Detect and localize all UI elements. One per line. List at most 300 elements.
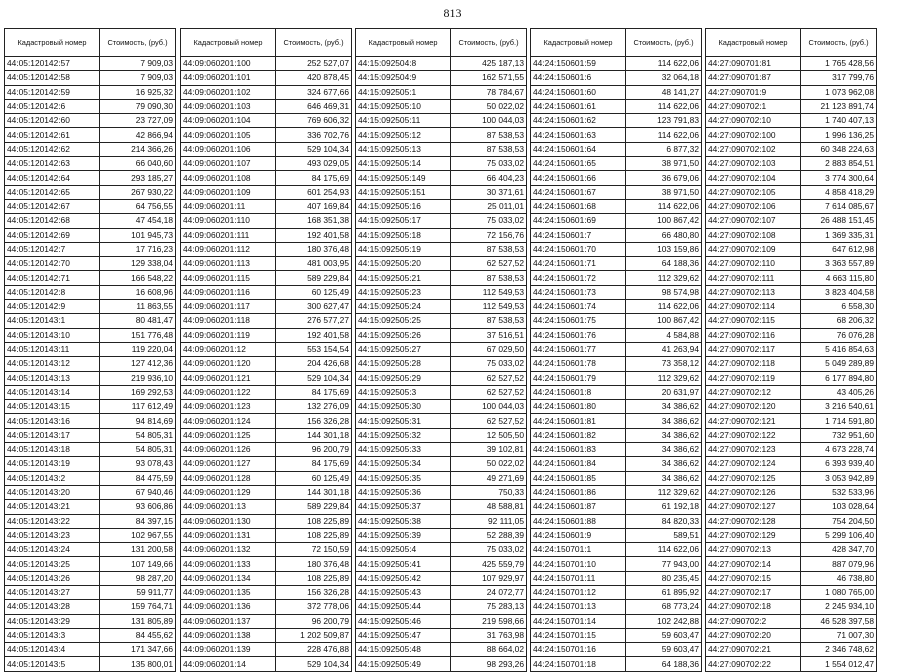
table-row	[531, 214, 702, 228]
cost-cell: 78 784,67	[451, 85, 527, 99]
cost-cell: 59 603,47	[626, 643, 702, 657]
table-row	[181, 271, 352, 285]
cost-cell: 20 631,97	[626, 385, 702, 399]
cost-cell: 228 476,88	[276, 643, 352, 657]
cost-cell: 214 366,26	[100, 142, 176, 156]
table-row	[5, 400, 176, 414]
cost-cell: 156 326,28	[276, 414, 352, 428]
cadastral-number-cell: 44:27:090702:105	[706, 185, 801, 199]
cadastral-number-cell: 44:05:120142:64	[5, 171, 100, 185]
table-row	[181, 471, 352, 485]
table-row	[356, 242, 527, 256]
cost-cell: 84 397,15	[100, 514, 176, 528]
cadastral-number-cell: 44:24:150601:7	[531, 228, 626, 242]
cost-cell: 144 301,18	[276, 485, 352, 499]
table-row	[356, 342, 527, 356]
cost-cell: 87 538,53	[451, 128, 527, 142]
cost-cell: 428 347,70	[801, 543, 877, 557]
cost-cell: 589 229,84	[276, 500, 352, 514]
cost-cell: 75 033,02	[451, 214, 527, 228]
cadastral-number-cell: 44:15:092505:16	[356, 199, 451, 213]
table-row	[181, 528, 352, 542]
cadastral-number-cell: 44:09:060201:109	[181, 185, 276, 199]
cost-cell: 101 945,73	[100, 228, 176, 242]
table-row	[181, 242, 352, 256]
cadastral-number-cell: 44:05:120143:20	[5, 485, 100, 499]
table-row	[181, 400, 352, 414]
table-row	[706, 328, 877, 342]
table-row	[181, 314, 352, 328]
cadastral-number-cell: 44:05:120143:23	[5, 528, 100, 542]
cost-cell: 3 774 300,64	[801, 171, 877, 185]
table-row	[531, 342, 702, 356]
cadastral-number-cell: 44:09:060201:115	[181, 271, 276, 285]
table-row	[706, 414, 877, 428]
table-row	[706, 99, 877, 113]
cadastral-number-cell: 44:24:150701:15	[531, 628, 626, 642]
table-row	[181, 643, 352, 657]
table-row	[706, 514, 877, 528]
cadastral-number-cell: 44:27:090702:21	[706, 643, 801, 657]
table-row	[706, 314, 877, 328]
cost-cell: 60 125,49	[276, 471, 352, 485]
table-row	[706, 543, 877, 557]
cadastral-number-cell: 44:09:060201:13	[181, 500, 276, 514]
cadastral-number-cell: 44:05:120143:15	[5, 400, 100, 414]
cadastral-number-cell: 44:24:150701:1	[531, 543, 626, 557]
cadastral-number-cell: 44:24:150601:84	[531, 457, 626, 471]
table-row	[5, 171, 176, 185]
cost-cell: 7 909,03	[100, 71, 176, 85]
cadastral-number-cell: 44:27:090702:124	[706, 457, 801, 471]
table-row	[706, 157, 877, 171]
table-row	[531, 314, 702, 328]
table-row	[706, 400, 877, 414]
cadastral-number-cell: 44:05:120143:21	[5, 500, 100, 514]
cadastral-number-cell: 44:27:090702:110	[706, 257, 801, 271]
cost-cell: 6 877,32	[626, 142, 702, 156]
cadastral-number-cell: 44:24:150601:87	[531, 500, 626, 514]
table-row	[5, 257, 176, 271]
cadastral-number-cell: 44:05:120142:63	[5, 157, 100, 171]
cost-cell: 2 883 854,51	[801, 157, 877, 171]
cadastral-table	[705, 28, 877, 672]
cadastral-number-cell: 44:24:150701:16	[531, 643, 626, 657]
table-row	[181, 128, 352, 142]
cost-cell: 529 104,34	[276, 142, 352, 156]
cost-cell: 48 141,27	[626, 85, 702, 99]
table-row	[5, 371, 176, 385]
table-row	[531, 285, 702, 299]
table-row	[181, 428, 352, 442]
cost-cell: 62 527,52	[451, 257, 527, 271]
cadastral-number-cell: 44:27:090702:113	[706, 285, 801, 299]
header-row	[356, 29, 527, 57]
table-row	[181, 543, 352, 557]
cadastral-number-cell: 44:27:090702:123	[706, 443, 801, 457]
cost-cell: 102 967,55	[100, 528, 176, 542]
table-row	[5, 328, 176, 342]
table-row	[531, 557, 702, 571]
table-row	[5, 585, 176, 599]
cadastral-number-cell: 44:15:092505:11	[356, 114, 451, 128]
cost-cell: 6 177 894,80	[801, 371, 877, 385]
cadastral-number-cell: 44:09:060201:110	[181, 214, 276, 228]
cost-cell: 4 663 115,80	[801, 271, 877, 285]
cost-cell: 75 033,02	[451, 357, 527, 371]
cadastral-number-cell: 44:15:092505:31	[356, 414, 451, 428]
cadastral-number-cell: 44:27:090701:81	[706, 57, 801, 71]
cost-cell: 132 276,09	[276, 400, 352, 414]
table-row	[181, 557, 352, 571]
table-row	[531, 257, 702, 271]
cadastral-number-cell: 44:09:060201:119	[181, 328, 276, 342]
cost-cell: 98 574,98	[626, 285, 702, 299]
cadastral-number-cell: 44:09:060201:106	[181, 142, 276, 156]
cadastral-number-header: Кадастровый номер	[531, 29, 626, 57]
table-row	[181, 371, 352, 385]
table-row	[5, 571, 176, 585]
cadastral-number-cell: 44:05:120142:71	[5, 271, 100, 285]
table-row	[181, 357, 352, 371]
table-row	[531, 157, 702, 171]
table-row	[5, 485, 176, 499]
cost-cell: 43 405,26	[801, 385, 877, 399]
cadastral-number-cell: 44:15:092505:29	[356, 371, 451, 385]
cost-cell: 52 288,39	[451, 528, 527, 542]
cadastral-table	[355, 28, 527, 672]
table-row	[356, 257, 527, 271]
table-row	[5, 514, 176, 528]
table-row	[356, 271, 527, 285]
cadastral-number-cell: 44:27:090702:127	[706, 500, 801, 514]
table-row	[181, 142, 352, 156]
table-row	[356, 443, 527, 457]
table-row	[706, 300, 877, 314]
cadastral-number-cell: 44:27:090702:100	[706, 128, 801, 142]
table-row	[531, 85, 702, 99]
cost-cell: 62 527,52	[451, 385, 527, 399]
cost-cell: 7 909,03	[100, 57, 176, 71]
table-row	[706, 114, 877, 128]
cost-cell: 204 426,68	[276, 357, 352, 371]
table-row	[531, 657, 702, 671]
table-row	[356, 371, 527, 385]
cost-cell: 93 606,86	[100, 500, 176, 514]
cadastral-number-cell: 44:05:120142:61	[5, 128, 100, 142]
cost-cell: 87 538,53	[451, 314, 527, 328]
cost-cell: 112 329,62	[626, 271, 702, 285]
table-row	[5, 128, 176, 142]
cadastral-number-cell: 44:24:150601:75	[531, 314, 626, 328]
cost-cell: 129 338,04	[100, 257, 176, 271]
page-number: 813	[443, 6, 462, 20]
cost-cell: 72 150,59	[276, 543, 352, 557]
cost-cell: 123 791,83	[626, 114, 702, 128]
cost-cell: 151 776,48	[100, 328, 176, 342]
cost-cell: 425 559,79	[451, 557, 527, 571]
cadastral-number-cell: 44:05:120143:4	[5, 643, 100, 657]
cost-cell: 34 386,62	[626, 400, 702, 414]
cadastral-number-cell: 44:27:090702:14	[706, 557, 801, 571]
table-row	[5, 457, 176, 471]
table-row	[5, 600, 176, 614]
table-row	[181, 85, 352, 99]
cadastral-number-cell: 44:09:060201:118	[181, 314, 276, 328]
table-row	[181, 628, 352, 642]
cadastral-number-cell: 44:24:150701:13	[531, 600, 626, 614]
cadastral-number-cell: 44:27:090702:20	[706, 628, 801, 642]
cost-cell: 7 614 085,67	[801, 199, 877, 213]
table-row	[706, 342, 877, 356]
table-row	[181, 414, 352, 428]
table-row	[181, 199, 352, 213]
cost-header: Стоимость, (руб.)	[626, 29, 702, 57]
cost-cell: 3 823 404,58	[801, 285, 877, 299]
cost-cell: 93 078,43	[100, 457, 176, 471]
table-row	[5, 500, 176, 514]
cadastral-number-cell: 44:09:060201:120	[181, 357, 276, 371]
cadastral-number-cell: 44:24:150601:88	[531, 514, 626, 528]
table-row	[531, 271, 702, 285]
cadastral-number-cell: 44:05:120142:57	[5, 57, 100, 71]
cost-cell: 84 475,59	[100, 471, 176, 485]
cost-cell: 12 505,50	[451, 428, 527, 442]
table-row	[706, 357, 877, 371]
cadastral-number-cell: 44:15:092505:35	[356, 471, 451, 485]
cost-cell: 38 971,50	[626, 185, 702, 199]
cadastral-number-cell: 44:27:090702:12	[706, 385, 801, 399]
cadastral-number-cell: 44:15:092505:49	[356, 657, 451, 671]
table-row	[181, 614, 352, 628]
table-row	[5, 357, 176, 371]
cost-cell: 1 554 012,47	[801, 657, 877, 671]
cadastral-number-cell: 44:05:120143:12	[5, 357, 100, 371]
table-row	[356, 128, 527, 142]
table-row	[706, 485, 877, 499]
cost-cell: 79 090,30	[100, 99, 176, 113]
cost-cell: 64 188,36	[626, 657, 702, 671]
cost-cell: 112 329,62	[626, 485, 702, 499]
cost-cell: 71 007,30	[801, 628, 877, 642]
cadastral-number-cell: 44:05:120142:60	[5, 114, 100, 128]
cost-cell: 114 622,06	[626, 199, 702, 213]
cost-cell: 372 778,06	[276, 600, 352, 614]
cost-cell: 100 867,42	[626, 214, 702, 228]
cost-cell: 72 156,76	[451, 228, 527, 242]
cadastral-number-cell: 44:05:120142:9	[5, 300, 100, 314]
table-row	[531, 99, 702, 113]
cadastral-number-cell: 44:24:150601:70	[531, 242, 626, 256]
cadastral-number-cell: 44:24:150601:67	[531, 185, 626, 199]
cadastral-number-header: Кадастровый номер	[5, 29, 100, 57]
cost-cell: 24 072,77	[451, 585, 527, 599]
table-row	[181, 443, 352, 457]
table-row	[706, 657, 877, 671]
header-row	[181, 29, 352, 57]
cadastral-number-cell: 44:05:120143:26	[5, 571, 100, 585]
table-row	[5, 228, 176, 242]
cost-cell: 2 245 934,10	[801, 600, 877, 614]
cadastral-number-cell: 44:15:092505:33	[356, 443, 451, 457]
cadastral-number-cell: 44:24:150701:14	[531, 614, 626, 628]
cost-cell: 3 363 557,89	[801, 257, 877, 271]
table-row	[531, 385, 702, 399]
cadastral-number-cell: 44:15:092505:21	[356, 271, 451, 285]
cost-cell: 754 204,50	[801, 514, 877, 528]
cadastral-number-cell: 44:24:150601:86	[531, 485, 626, 499]
cost-cell: 114 622,06	[626, 128, 702, 142]
cost-cell: 46 528 397,58	[801, 614, 877, 628]
cost-cell: 50 022,02	[451, 99, 527, 113]
table-row	[356, 114, 527, 128]
cost-cell: 54 805,31	[100, 428, 176, 442]
cadastral-number-cell: 44:15:092505:151	[356, 185, 451, 199]
table-row	[706, 57, 877, 71]
cadastral-number-cell: 44:09:060201:102	[181, 85, 276, 99]
cost-cell: 108 225,89	[276, 528, 352, 542]
cost-cell: 102 242,88	[626, 614, 702, 628]
cost-cell: 750,33	[451, 485, 527, 499]
cost-cell: 68 206,32	[801, 314, 877, 328]
cost-cell: 601 254,93	[276, 185, 352, 199]
table-row	[706, 585, 877, 599]
cadastral-number-cell: 44:15:092505:47	[356, 628, 451, 642]
table-row	[181, 171, 352, 185]
cost-cell: 37 516,51	[451, 328, 527, 342]
table-row	[706, 257, 877, 271]
cost-cell: 112 329,62	[626, 371, 702, 385]
cost-cell: 107 929,97	[451, 571, 527, 585]
table-row	[181, 571, 352, 585]
cost-cell: 23 727,09	[100, 114, 176, 128]
table-row	[706, 214, 877, 228]
table-row	[531, 443, 702, 457]
cost-cell: 1 996 136,25	[801, 128, 877, 142]
cadastral-number-cell: 44:05:120142:68	[5, 214, 100, 228]
table-row	[356, 171, 527, 185]
cadastral-number-cell: 44:05:120143:13	[5, 371, 100, 385]
table-row	[5, 157, 176, 171]
table-row	[531, 428, 702, 442]
cadastral-number-cell: 44:24:150601:85	[531, 471, 626, 485]
cadastral-number-cell: 44:09:060201:133	[181, 557, 276, 571]
cadastral-number-cell: 44:27:090702:111	[706, 271, 801, 285]
table-row	[5, 57, 176, 71]
cadastral-number-cell: 44:27:090702:10	[706, 114, 801, 128]
cadastral-number-cell: 44:15:092505:30	[356, 400, 451, 414]
cadastral-number-cell: 44:24:150601:9	[531, 528, 626, 542]
table-row	[356, 185, 527, 199]
cadastral-number-cell: 44:09:060201:12	[181, 342, 276, 356]
table-row	[356, 71, 527, 85]
cost-header: Стоимость, (руб.)	[276, 29, 352, 57]
cost-cell: 114 622,06	[626, 57, 702, 71]
table-row	[5, 214, 176, 228]
table-row	[5, 385, 176, 399]
cadastral-number-cell: 44:05:120142:59	[5, 85, 100, 99]
cost-cell: 84 455,62	[100, 628, 176, 642]
cost-cell: 41 263,94	[626, 342, 702, 356]
cadastral-number-cell: 44:15:092505:34	[356, 457, 451, 471]
cost-cell: 60 125,49	[276, 285, 352, 299]
cost-cell: 34 386,62	[626, 457, 702, 471]
cost-cell: 493 029,05	[276, 157, 352, 171]
table-row	[531, 185, 702, 199]
cadastral-number-cell: 44:27:090702:103	[706, 157, 801, 171]
cadastral-number-cell: 44:05:120143:2	[5, 471, 100, 485]
cadastral-number-cell: 44:27:090702:126	[706, 485, 801, 499]
cadastral-number-cell: 44:24:150601:71	[531, 257, 626, 271]
cadastral-number-cell: 44:05:120143:16	[5, 414, 100, 428]
cost-cell: 42 866,94	[100, 128, 176, 142]
cost-cell: 300 627,47	[276, 300, 352, 314]
cadastral-number-cell: 44:15:092505:18	[356, 228, 451, 242]
cadastral-number-cell: 44:05:120142:65	[5, 185, 100, 199]
cadastral-number-cell: 44:15:092505:28	[356, 357, 451, 371]
cost-cell: 30 371,61	[451, 185, 527, 199]
cost-cell: 16 925,32	[100, 85, 176, 99]
cadastral-number-cell: 44:09:060201:113	[181, 257, 276, 271]
cost-cell: 34 386,62	[626, 443, 702, 457]
cost-cell: 96 200,79	[276, 443, 352, 457]
cost-cell: 108 225,89	[276, 571, 352, 585]
cost-cell: 529 104,34	[276, 371, 352, 385]
cadastral-number-cell: 44:24:150601:60	[531, 85, 626, 99]
cost-cell: 68 773,24	[626, 600, 702, 614]
table-row	[356, 600, 527, 614]
table-row	[356, 228, 527, 242]
cost-header: Стоимость, (руб.)	[451, 29, 527, 57]
cadastral-number-cell: 44:24:150601:76	[531, 328, 626, 342]
table-row	[356, 571, 527, 585]
cadastral-number-cell: 44:27:090702:120	[706, 400, 801, 414]
table-row	[706, 228, 877, 242]
table-row	[181, 71, 352, 85]
cadastral-number-cell: 44:09:060201:138	[181, 628, 276, 642]
table-row	[706, 557, 877, 571]
cadastral-number-cell: 44:24:150601:72	[531, 271, 626, 285]
table-row	[5, 614, 176, 628]
table-row	[356, 157, 527, 171]
cost-cell: 180 376,48	[276, 242, 352, 256]
table-row	[5, 557, 176, 571]
cadastral-number-cell: 44:09:060201:107	[181, 157, 276, 171]
cost-cell: 131 805,89	[100, 614, 176, 628]
cost-cell: 1 202 509,87	[276, 628, 352, 642]
header-row	[706, 29, 877, 57]
table-row	[706, 643, 877, 657]
cost-cell: 87 538,53	[451, 142, 527, 156]
table-row	[706, 371, 877, 385]
table-row	[531, 543, 702, 557]
table-row	[706, 500, 877, 514]
cost-cell: 34 386,62	[626, 414, 702, 428]
cadastral-number-cell: 44:05:120143:18	[5, 443, 100, 457]
table-row	[5, 71, 176, 85]
cost-cell: 34 386,62	[626, 471, 702, 485]
cost-cell: 769 606,32	[276, 114, 352, 128]
cost-cell: 252 527,07	[276, 57, 352, 71]
table-row	[356, 85, 527, 99]
cadastral-number-cell: 44:05:120143:11	[5, 342, 100, 356]
table-row	[706, 199, 877, 213]
cost-cell: 98 287,20	[100, 571, 176, 585]
cadastral-table	[180, 28, 352, 672]
table-row	[181, 585, 352, 599]
cadastral-number-cell: 44:09:060201:125	[181, 428, 276, 442]
table-row	[356, 514, 527, 528]
